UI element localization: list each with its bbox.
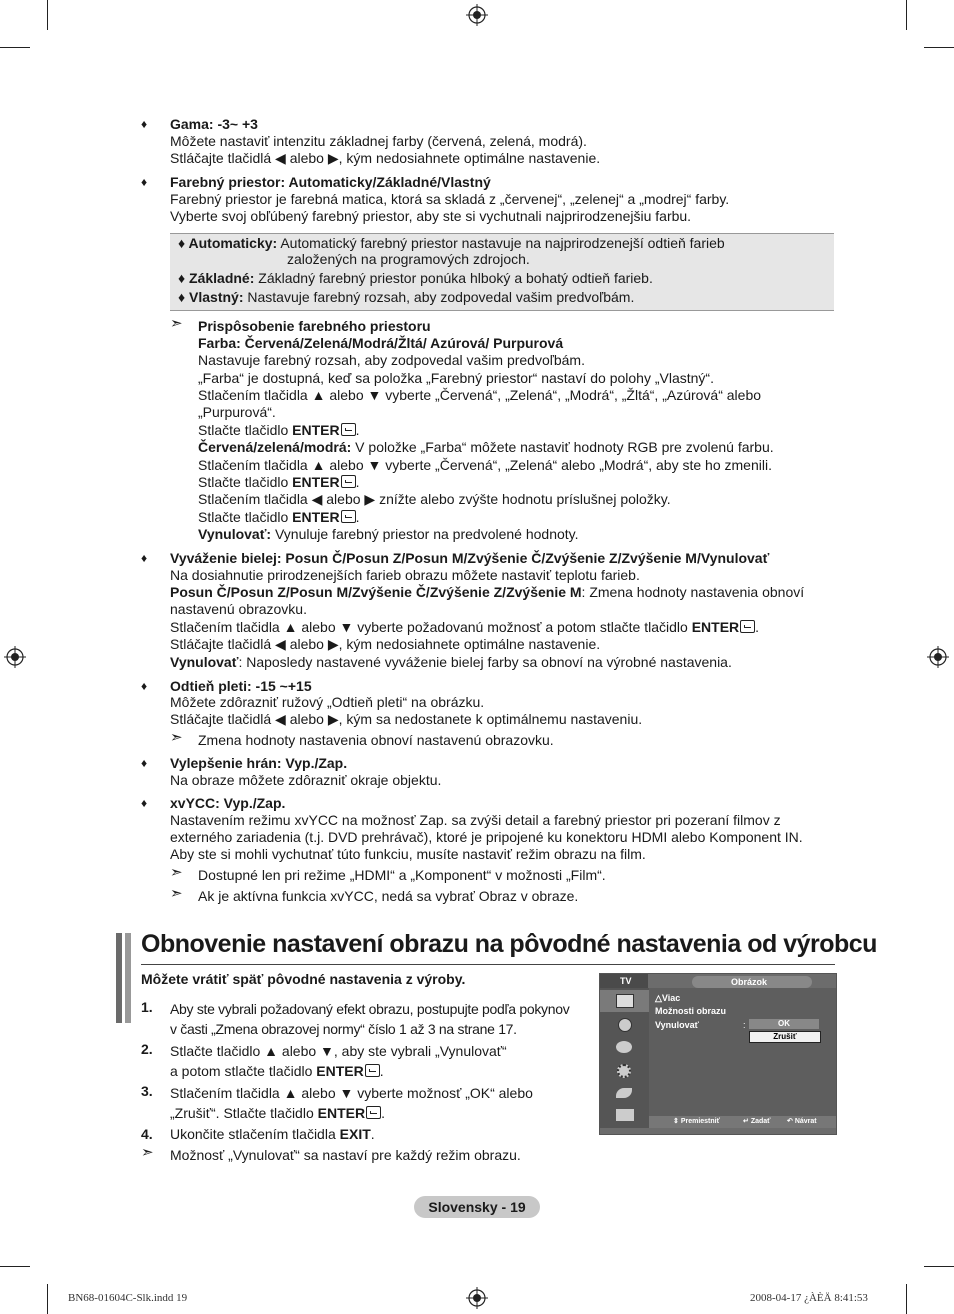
custom-title: Prispôsobenie farebného priestoru <box>198 318 431 334</box>
white-line: Stláčajte tlačidlá ◀ alebo ▶, kým nedosiahnete optimálne nastavenie. <box>170 636 601 652</box>
bullet-icon: ♦ <box>141 175 148 189</box>
registration-mark-icon <box>927 646 949 668</box>
page-number-badge: Slovensky - 19 <box>414 1196 540 1218</box>
registration-mark-icon <box>466 1287 488 1309</box>
custom-press-enter: Stlačte tlačidlo ENTER . <box>198 422 360 438</box>
note-arrow-icon: ➣ <box>170 864 183 881</box>
custom-reset: Vynulovať: Vynuluje farebný priestor na predvolené hodnoty. <box>198 526 579 542</box>
crop-mark <box>47 0 48 30</box>
colorspace-title: Farebný priestor: Automaticky/Základné/Vlastný <box>170 174 491 190</box>
tv-content <box>649 988 836 1128</box>
enter-icon <box>366 1106 381 1119</box>
tv-menu-title: Obrázok <box>731 977 768 987</box>
crop-mark <box>924 1266 954 1267</box>
file-name: BN68-01604C-Slk.indd 19 <box>68 1292 188 1304</box>
crop-mark <box>906 1284 907 1314</box>
skin-note: Zmena hodnoty nastavenia obnoví nastavenú obrazovku. <box>198 732 554 748</box>
custom-subtitle: Farba: Červená/Zelená/Modrá/Žltá/ Azúrová/ Purpurová <box>198 335 564 351</box>
note-arrow-icon: ➣ <box>170 885 183 902</box>
tv-menu-screenshot <box>599 973 837 1135</box>
channel-icon <box>616 1041 632 1053</box>
tv-more: △Viac <box>655 993 681 1003</box>
step-number: 4. <box>141 1126 153 1142</box>
gama-line: Môžete nastaviť intenzitu základnej farby (červená, zelená, modrá). <box>170 133 587 149</box>
white-line: Vynulovať: Naposledy nastavené vyváženie bielej farby sa obnoví na výrobné nastavenia. <box>170 654 732 670</box>
crop-mark <box>924 47 954 48</box>
tv-reset: Vynulovať <box>655 1020 699 1030</box>
step-4: Ukončite stlačením tlačidla EXIT. <box>170 1126 375 1142</box>
colorspace-line: Vyberte svoj obľúbený farebný priestor, aby ste si vychutnali najprirodzenejšiu farbu. <box>170 208 692 224</box>
crop-mark <box>47 1284 48 1314</box>
enter-icon <box>365 1064 380 1077</box>
tv-enter: ↵ Zadať <box>743 1118 771 1125</box>
colorspace-options-box <box>170 233 834 311</box>
xvycc-note: Dostupné len pri režime „HDMI“ a „Komponent“ v možnosti „Film“. <box>198 867 606 883</box>
section-heading: Obnovenie nastavení obrazu na pôvodné nastavenia od výrobcu <box>141 930 877 958</box>
section-intro: Môžete vrátiť späť pôvodné nastavenia z výroby. <box>141 971 466 987</box>
step-number: 2. <box>141 1041 153 1057</box>
white-line: nastavenú obrazovku. <box>170 601 307 617</box>
xvycc-line: Nastavením režimu xvYCC na možnosť Zap. sa zvýši detail a farebný priestor pri pozeraní filmov z <box>170 812 781 828</box>
step-number: 3. <box>141 1083 153 1099</box>
enter-icon <box>341 475 356 488</box>
tv-back: ↶ Návrat <box>787 1118 817 1125</box>
enter-icon <box>740 620 755 633</box>
custom-line: Stlačením tlačidla ▲ alebo ▼ vyberte „Červená“, „Zelená“ alebo „Modrá“, aby ste ho zmenili. <box>198 457 772 473</box>
edge-line: Na obraze môžete zdôrazniť okraje objektu. <box>170 772 442 788</box>
tv-cancel-option[interactable]: Zrušiť <box>749 1031 821 1043</box>
tv-move: ⇕ Premiestniť <box>673 1118 720 1125</box>
tv-footer <box>649 1116 836 1128</box>
setup-icon <box>617 1064 631 1078</box>
skin-title: Odtieň pleti: -15 ~+15 <box>170 678 312 694</box>
custom-line: Stlačením tlačidla ▲ alebo ▼ vyberte „Červená“, „Zelená“, „Modrá“, „Žltá“, „Azúrová“ alebo <box>198 387 762 403</box>
section-bar <box>125 933 131 1023</box>
edge-title: Vylepšenie hrán: Vyp./Zap. <box>170 755 348 771</box>
picture-icon <box>616 994 634 1008</box>
tv-ok-option[interactable]: OK <box>749 1019 819 1029</box>
skin-line: Stláčajte tlačidlá ◀ alebo ▶, kým sa nedostanete k optimálnemu nastaveniu. <box>170 711 643 727</box>
colorspace-line: Farebný priestor je farebná matica, ktorá sa skladá z „červenej“, „zelenej“ a „modrej“ farby. <box>170 191 730 207</box>
crop-mark <box>0 1266 30 1267</box>
bullet-icon: ♦ <box>141 117 148 131</box>
white-line: Stlačením tlačidla ▲ alebo ▼ vyberte požadovanú možnosť a potom stlačte tlačidlo ENTER . <box>170 619 760 635</box>
note-arrow-icon: ➣ <box>170 729 183 746</box>
tv-colon: : <box>743 1020 746 1030</box>
registration-mark-icon <box>4 646 26 668</box>
registration-mark-icon <box>466 4 488 26</box>
option-automatic-cont: založených na programových zdrojoch. <box>287 251 530 267</box>
option-custom: ♦ Vlastný: Nastavuje farebný rozsah, aby zodpovedal vašim predvoľbám. <box>178 289 635 305</box>
option-basic: ♦ Základné: Základný farebný priestor ponúka hlboký a bohatý odtieň farieb. <box>178 270 653 286</box>
note-arrow-icon: ➣ <box>141 1144 154 1161</box>
custom-line: Nastavuje farebný rozsah, aby zodpovedal vašim predvoľbám. <box>198 352 585 368</box>
option-automatic: ♦ Automaticky: Automatický farebný priestor nastavuje na najprirodzenejší odtieň farieb <box>178 235 725 251</box>
white-line: Posun Č/Posun Z/Posun M/Zvýšenie Č/Zvýšenie Z/Zvýšenie M: Zmena hodnoty nastavenia obnoví <box>170 584 805 600</box>
white-line: Na dosiahnutie prirodzenejších farieb obrazu môžete nastaviť teplotu farieb. <box>170 567 640 583</box>
step-number: 1. <box>141 999 153 1015</box>
heading-rule <box>141 964 835 965</box>
bullet-icon: ♦ <box>141 551 148 565</box>
custom-line: „Purpurová“. <box>198 404 276 420</box>
custom-press-enter: Stlačte tlačidlo ENTER . <box>198 474 360 490</box>
note-arrow-icon: ➣ <box>170 315 183 332</box>
custom-press-enter: Stlačte tlačidlo ENTER . <box>198 509 360 525</box>
enter-icon <box>341 423 356 436</box>
application-icon <box>616 1109 634 1121</box>
bullet-icon: ♦ <box>141 679 148 693</box>
crop-mark <box>906 0 907 30</box>
enter-icon <box>341 510 356 523</box>
crop-mark <box>0 47 30 48</box>
step-2: Stlačte tlačidlo ▲ alebo ▼, aby ste vybrali „Vynulovať“ a potom stlačte tlačidlo ENTER . <box>170 1043 507 1079</box>
tv-tab-label: TV <box>620 976 632 986</box>
white-title: Vyváženie bielej: Posun Č/Posun Z/Posun M/Zvýšenie Č/Zvýšenie Z/Zvýšenie M/Vynulovať <box>170 550 770 566</box>
step-3: Stlačením tlačidla ▲ alebo ▼ vyberte možnosť „OK“ alebo „Zrušiť“. Stlačte tlačidlo ENTER . <box>170 1085 533 1121</box>
skin-line: Môžete zdôrazniť ružový „Odtieň pleti“ na obrázku. <box>170 694 485 710</box>
custom-rgb: Červená/zelená/modrá: V položke „Farba“ môžete nastaviť hodnoty RGB pre zvolenú farbu. <box>198 439 774 455</box>
section-note: Možnosť „Vynulovať“ sa nastaví pre každý režim obrazu. <box>170 1147 521 1163</box>
print-date: 2008-04-17 ¿ÀÈÄ 8:41:53 <box>750 1292 868 1304</box>
custom-line: Stlačením tlačidla ◀ alebo ▶ znížte alebo zvýšte hodnotu príslušnej položky. <box>198 491 671 507</box>
xvycc-title: xvYCC: Vyp./Zap. <box>170 795 286 811</box>
tv-sidebar <box>600 988 649 1128</box>
input-icon <box>616 1088 632 1098</box>
gama-line: Stláčajte tlačidlá ◀ alebo ▶, kým nedosiahnete optimálne nastavenie. <box>170 150 601 166</box>
xvycc-line: externého zariadenia (t.j. DVD prehrávač), ktoré je pripojené ku konektoru HDMI alebo Komponent IN. <box>170 829 803 845</box>
xvycc-line: Aby ste si mohli vychutnať túto funkciu, musíte nastaviť režim obrazu na film. <box>170 846 646 862</box>
gama-title: Gama: -3~ +3 <box>170 116 258 132</box>
section-bar <box>116 933 122 1023</box>
sound-icon <box>618 1018 632 1032</box>
bullet-icon: ♦ <box>141 756 148 770</box>
tv-options: Možnosti obrazu <box>655 1006 726 1016</box>
custom-line: „Farba“ je dostupná, keď sa položka „Farebný priestor“ nastaví do polohy „Vlastný“. <box>198 370 714 386</box>
step-1: Aby ste vybrali požadovaný efekt obrazu, postupujte podľa pokynov v časti „Zmena obrazovej normy“ číslo 1 až 3 na strane 17. <box>170 1001 570 1037</box>
bullet-icon: ♦ <box>141 796 148 810</box>
xvycc-note: Ak je aktívna funkcia xvYCC, nedá sa vybrať Obraz v obraze. <box>198 888 579 904</box>
